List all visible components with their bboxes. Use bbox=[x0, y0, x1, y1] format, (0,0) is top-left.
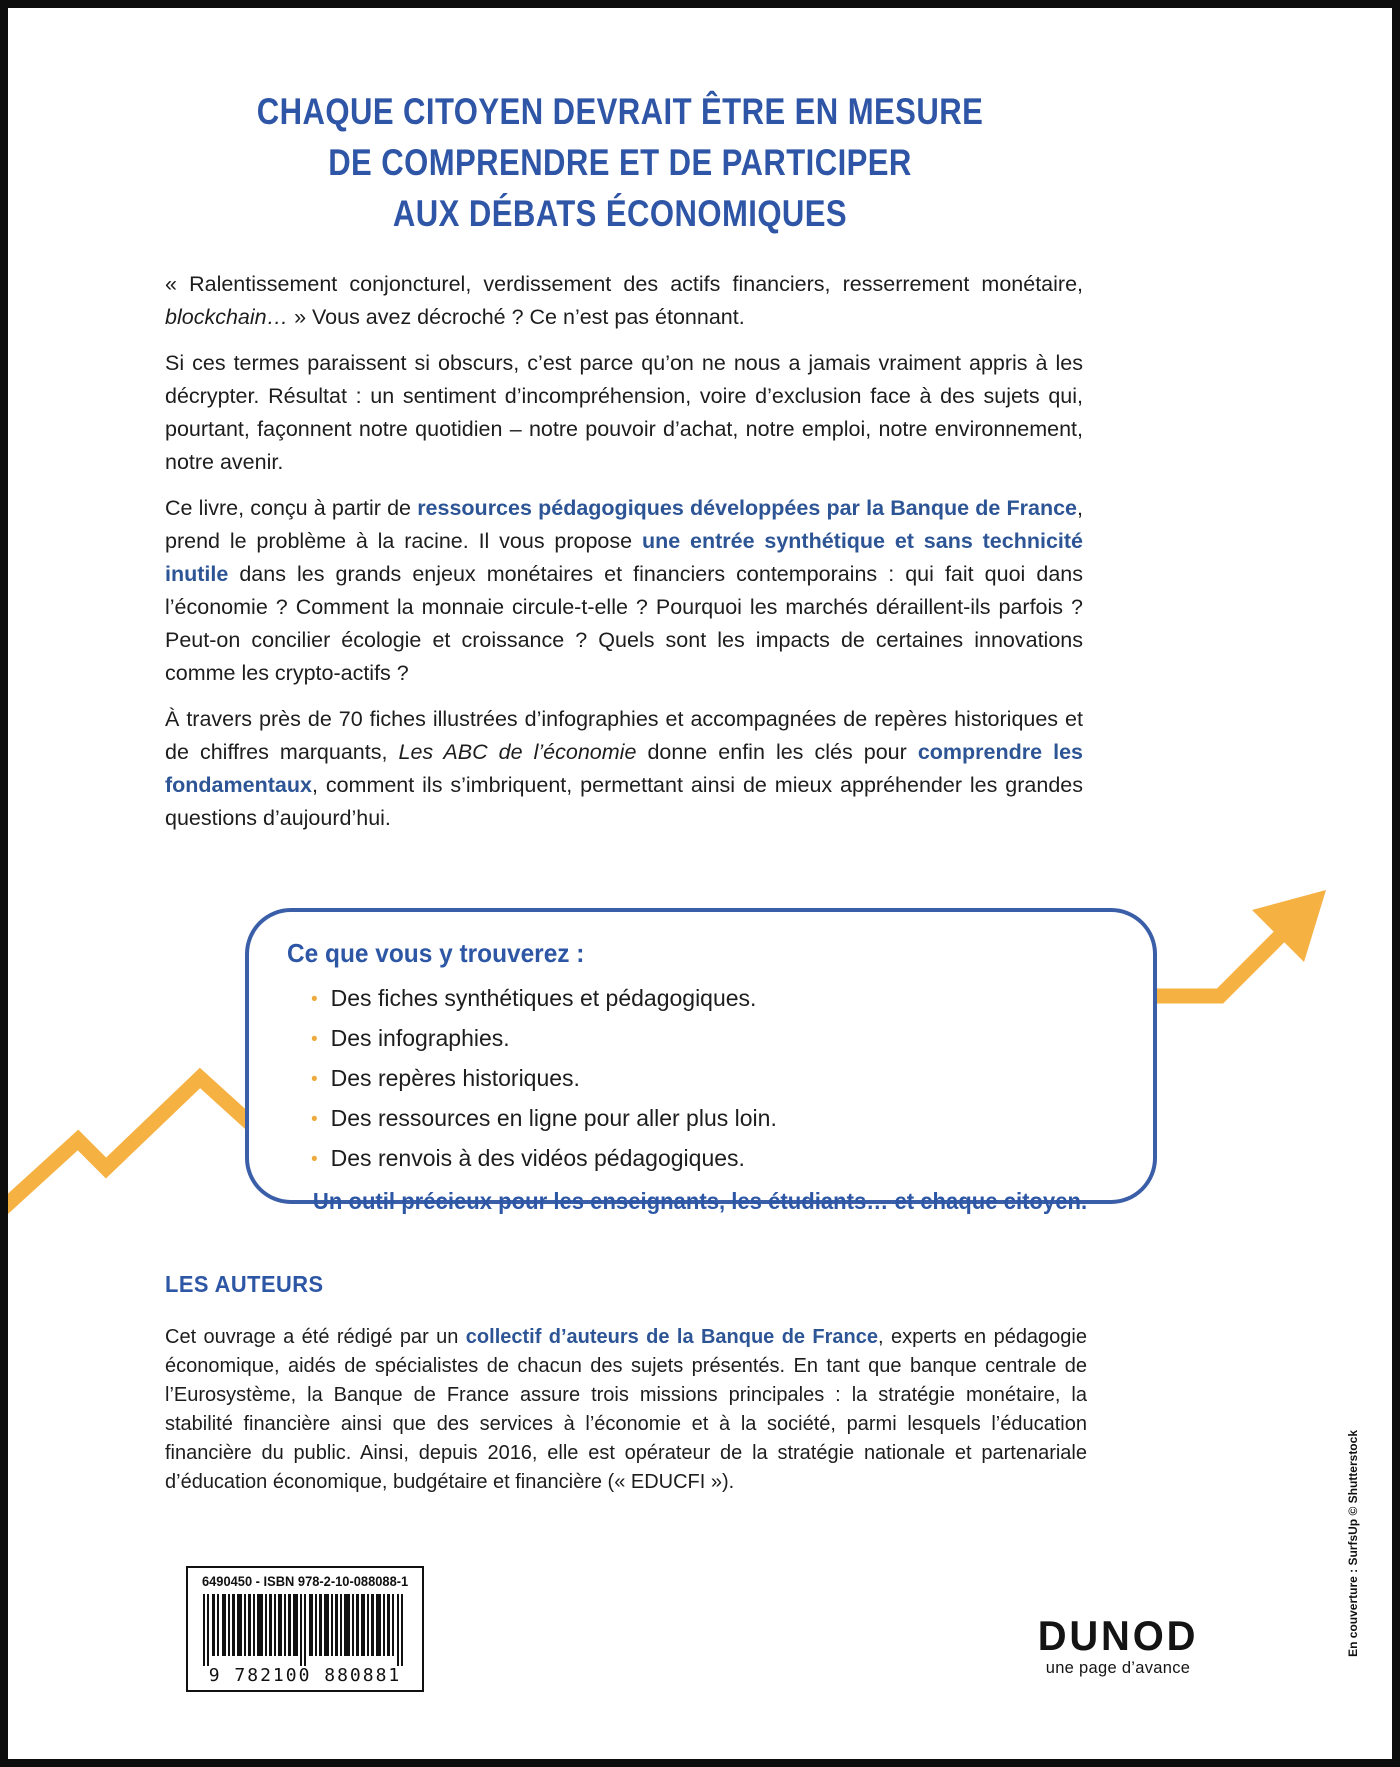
intro-paragraph-4: À travers près de 70 fiches illustrées d’infographies et accompagnées de repères historiques et de chiffres marquants, Les ABC de l’économie donne enfin les clés pour comprendre les fondamentaux, comment ils s’imbriquent, permettant ainsi de mieux appréhender les grandes questions d’aujourd’hui. bbox=[165, 707, 1084, 830]
authors-heading: LES AUTEURS bbox=[165, 1271, 324, 1297]
list-item-label: Des infographies. bbox=[330, 1025, 510, 1051]
features-box bbox=[245, 908, 1157, 1214]
page-title-line-2: DE COMPRENDRE ET DE PARTICIPER bbox=[328, 142, 912, 183]
list-item-label: Des renvois à des vidéos pédagogiques. bbox=[330, 1145, 745, 1171]
dunod-logo: DUNOD bbox=[1037, 1612, 1199, 1659]
list-item-label: Des fiches synthétiques et pédagogiques. bbox=[330, 985, 757, 1011]
isbn-barcode-block bbox=[186, 1566, 424, 1692]
cover-credit: En couverture : SurfsUp © Shutterstock bbox=[1346, 1430, 1360, 1657]
isbn-label: 6490450 - ISBN 978-2-10-088088-1 bbox=[201, 1573, 409, 1589]
bullet-icon: • bbox=[311, 1069, 318, 1090]
intro-paragraph-1: « Ralentissement conjoncturel, verdissement des actifs financiers, resserrement monétaire, blockchain… » Vous avez décroché ? Ce n’est pas étonnant. bbox=[165, 272, 1083, 329]
intro-paragraph-3: Ce livre, conçu à partir de ressources pédagogiques développées par la Banque de France, prend le problème à la racine. Il vous propose une entrée synthétique et sans technicité inutile dans les grands enjeux monétaires et financiers contemporains : qui fait quoi dans l’économie ? Comment la monnaie circule-t-elle ? Pourquoi les marchés déraillent-ils parfois ? Peut-on concilier écologie et croissance ? Quels sont les impacts de certaines innovations comme les crypto-actifs ? bbox=[165, 496, 1083, 685]
list-item bbox=[311, 979, 1113, 1019]
intro-paragraph-2: Si ces termes paraissent si obscurs, c’est parce qu’on ne nous a jamais vraiment appris à les décrypter. Résultat : un sentiment d’incompréhension, voire d’exclusion face à des sujets qui, pourtant, façonnent notre quotidien – notre pouvoir d’achat, notre emploi, notre environnement, notre avenir. bbox=[165, 351, 1083, 474]
list-item bbox=[311, 1099, 1113, 1139]
list-item bbox=[311, 1139, 1113, 1179]
features-box-heading: Ce que vous y trouverez : bbox=[287, 938, 585, 968]
bullet-icon: • bbox=[311, 989, 318, 1010]
barcode-bars bbox=[203, 1594, 407, 1666]
list-item bbox=[311, 1019, 1113, 1059]
authors-paragraph: Cet ouvrage a été rédigé par un collectif d’auteurs de la Banque de France, experts en pédagogie économique, aidés de spécialistes de chacun des sujets présentés. En tant que banque centrale de l’Eurosystème, la Banque de France assure trois missions principales : la stratégie monétaire, la stabilité financière ainsi que des services à l’économie et à la société, parmi lesquels l’éducation financière du public. Ainsi, depuis 2016, elle est opérateur de la stratégie nationale et partenariale d’éducation économique, budgétaire et financière (« EDUCFI »). bbox=[165, 1326, 1087, 1493]
list-item-label: Des ressources en ligne pour aller plus loin. bbox=[330, 1105, 777, 1131]
publisher-tagline: une page d’avance bbox=[1045, 1659, 1191, 1677]
features-list bbox=[287, 979, 1113, 1179]
isbn-digits: 9 782100 880881 bbox=[208, 1665, 402, 1686]
page-title-line-1: CHAQUE CITOYEN DEVRAIT ÊTRE EN MESURE bbox=[256, 91, 984, 132]
features-box-footer: Un outil précieux pour les enseignants, les étudiants… et chaque citoyen. bbox=[312, 1188, 1088, 1214]
bullet-icon: • bbox=[311, 1109, 318, 1130]
page-title-line-3: AUX DÉBATS ÉCONOMIQUES bbox=[392, 193, 848, 234]
list-item bbox=[311, 1059, 1113, 1099]
list-item-label: Des repères historiques. bbox=[330, 1065, 580, 1091]
bullet-icon: • bbox=[311, 1029, 318, 1050]
bullet-icon: • bbox=[311, 1149, 318, 1170]
